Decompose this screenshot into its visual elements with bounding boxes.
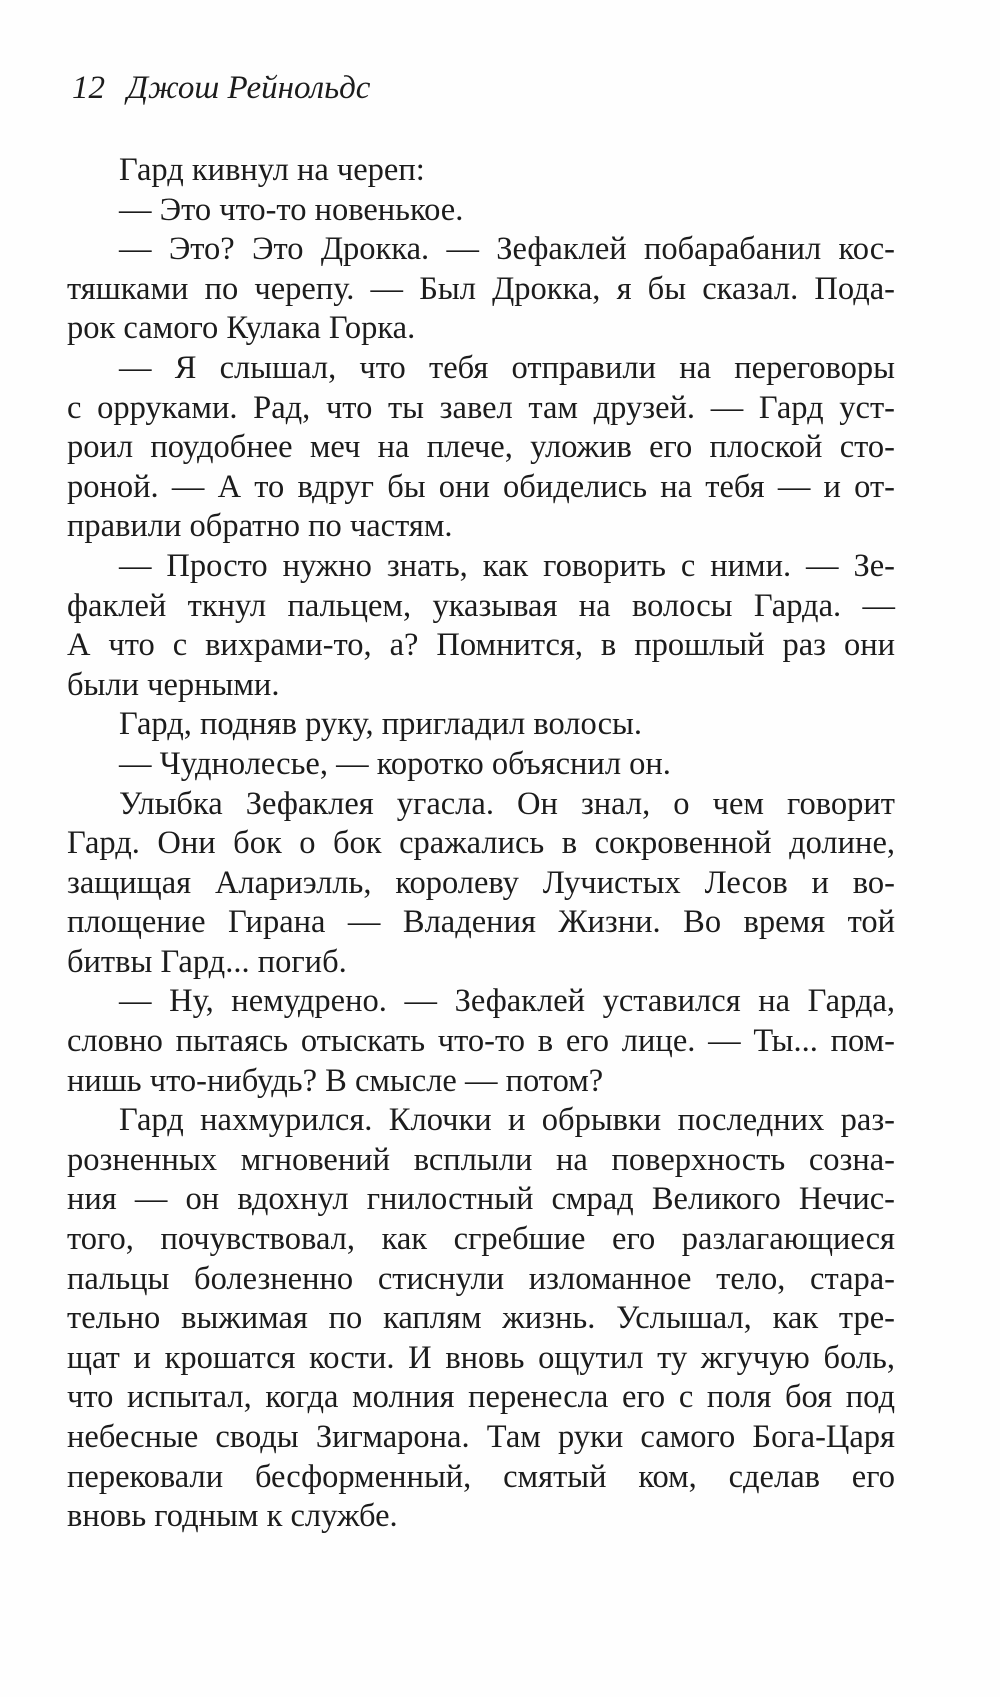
text-line: — Я слышал, что тебя отправили на переговоры — [119, 349, 895, 386]
text-line: А что с вихрами-то, а? Помнится, в прошлый раз они — [67, 627, 895, 664]
text-line: роил поудобнее меч на плече, уложив его плоской сто- — [67, 429, 895, 466]
text-line: факлей ткнул пальцем, указывая на волосы Гарда. — — [67, 587, 895, 624]
text-line: рок самого Кулака Горка. — [67, 310, 416, 347]
text-line: роной. — А то вдруг бы они обиделись на тебя — и от- — [67, 468, 895, 505]
text-line: перековали бесформенный, смятый ком, сделав его — [67, 1458, 895, 1495]
text-line: — Чуднолесье, — коротко объяснил он. — [119, 745, 671, 782]
text-line: площение Гирана — Владения Жизни. Во время той — [67, 904, 895, 941]
text-line: были черными. — [67, 666, 280, 703]
text-line: словно пытаясь отыскать что-то в его лице. — Ты... пом- — [67, 1023, 895, 1060]
text-line: небесные своды Зигмарона. Там руки самого Бога-Царя — [67, 1419, 895, 1455]
text-line: — Просто нужно знать, как говорить с ними. — Зе- — [119, 547, 895, 584]
text-line: тельно выжимая по каплям жизнь. Услышал, как тре- — [67, 1300, 895, 1337]
text-line: щат и крошатся кости. И вновь ощутил ту жгучую боль, — [67, 1339, 895, 1376]
text-line: что испытал, когда молния перенесла его с поля боя под — [67, 1379, 895, 1416]
text-line: правили обратно по частям. — [67, 508, 453, 545]
text-line: Гард, подняв руку, пригладил волосы. — [119, 706, 642, 743]
text-line: Гард нахмурился. Клочки и обрывки последних раз- — [119, 1102, 895, 1139]
text-line: пальцы болезненно стиснули изломанное тело, стара- — [67, 1260, 895, 1297]
running-head — [72, 68, 370, 108]
text-line: Гард. Они бок о бок сражались в сокровенной долине, — [67, 825, 895, 862]
text-line: — Это что-то новенькое. — [119, 191, 464, 228]
text-line: — Ну, немудрено. — Зефаклей уставился на Гарда, — [119, 983, 895, 1020]
text-line: того, почувствовал, как сгребшие его разлагающиеся — [67, 1221, 895, 1258]
text-line: защищая Алариэлль, королеву Лучистых Лесов и во- — [67, 864, 895, 901]
text-line: вновь годным к службе. — [67, 1498, 398, 1535]
page-number: 12 — [72, 70, 105, 106]
running-head-author: Джош Рейнольдс — [127, 70, 371, 106]
text-line: ния — он вдохнул гнилостный смрад Великого Нечис- — [67, 1181, 895, 1218]
text-line: тяшками по черепу. — Был Дрокка, я бы сказал. Пода- — [67, 270, 895, 307]
body-text — [67, 151, 895, 1537]
text-line: с орруками. Рад, что ты завел там друзей. — Гард уст- — [67, 389, 895, 426]
text-line: — Это? Это Дрокка. — Зефаклей побарабанил кос- — [119, 231, 895, 268]
text-line: розненных мгновений всплыли на поверхность созна- — [67, 1141, 895, 1178]
text-line: битвы Гард... погиб. — [67, 943, 347, 980]
text-line: Улыбка Зефаклея угасла. Он знал, о чем говорит — [119, 785, 895, 822]
text-line: нишь что-нибудь? В смысле — потом? — [67, 1062, 604, 1099]
text-line: Гард кивнул на череп: — [119, 152, 425, 188]
